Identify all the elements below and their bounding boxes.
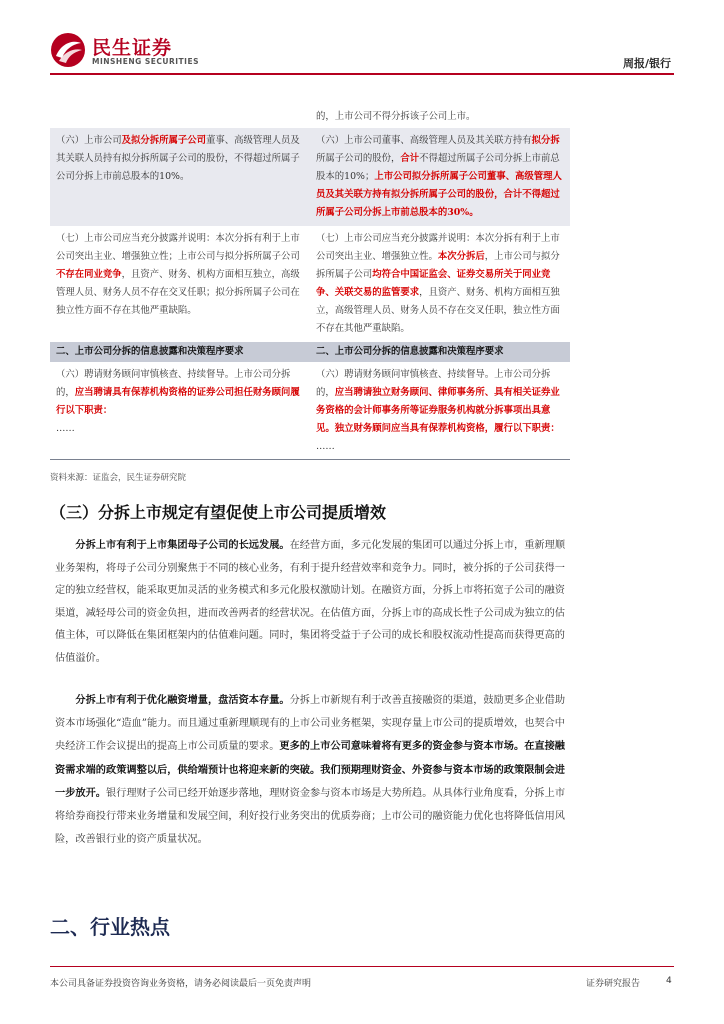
table-cell-left: [50, 105, 310, 128]
table-cell-left: [50, 128, 310, 226]
section-title: 二、行业热点: [50, 915, 170, 939]
text-segment: （七）上市公司应当充分披露并说明：本次分拆有利于上市公司突出主业、增强独立性。: [316, 233, 560, 262]
table-row: [50, 128, 570, 226]
footer-divider: [50, 966, 674, 967]
page-header: [0, 0, 724, 80]
highlighted-text: 均符合中国证监会、证券交易所关于同业竞争、关联交易的监管要求: [316, 269, 551, 298]
highlighted-text: 及拟分拆所属子公司: [121, 135, 207, 146]
subsection-title: （三）分拆上市规定有望促使上市公司提质增效: [50, 503, 387, 522]
table-cell-right: [310, 128, 570, 226]
table-bottom-rule: [50, 459, 570, 460]
text-segment: （六）聘请财务顾问审慎核查、持续督导。上市公司分拆的，: [316, 369, 551, 398]
table-section-row: [50, 342, 570, 362]
text-segment: 所属子公司的股份，: [316, 153, 401, 164]
highlighted-text: 上市公司拟分拆所属子公司董事、高级管理人员及其关联方持有拟分拆所属子公司的股份，合计不得超过所属子公司分拆上市前总股本的30%。: [316, 171, 562, 218]
header-divider: [50, 73, 674, 75]
text-segment: ，上市公司与拟分拆所属子公司: [316, 251, 560, 280]
logo-en-text: MINSHENG SECURITIES: [92, 57, 199, 66]
text-segment: 银行理财子公司已经开始逐步落地，理财资金参与资本市场是大势所趋。从具体行业角度看，分拆上市将给券商投行带来业务增量和发展空间，利好投行业务突出的优质券商；上市公司的融资能力优化也将降低信用风险，改善银行业的资产质量状况。: [55, 788, 566, 845]
text-segment: 董事、高级管理人员及其关联人员持有拟分拆所属子公司的股份，不得超过所属子公司分拆上市前总股本的10%。: [56, 135, 300, 182]
footer-report-label: 证券研究报告: [586, 979, 641, 989]
highlighted-text: 不存在同业竞争: [56, 269, 122, 280]
text-segment: 在经营方面，多元化发展的集团可以通过分拆上市，重新理顺业务架构，将母子公司分别聚焦于不同的核心业务，有利于提升经营效率和竞争力。同时，被分拆的子公司获得一定的独立经营权，能采取更加灵活的业务模式和多元化股权激励计划。在融资方面，分拆上市将拓宽子公司的融资渠道，减轻母公司的资金负担，进而改善两者的经营状况。在估值方面，分拆上市的高成长性子公司成为独立的估值主体，可以降低在集团框架内的估值难问题。同时，集团将受益于子公司的成长和股权流动性提高而获得更高的估值溢价。: [55, 540, 566, 664]
page-number: 4: [666, 976, 672, 986]
body-paragraph: [55, 534, 565, 671]
text-segment: ，且资产、财务、机构方面相互独立，高级管理人员、财务人员不存在交叉任职，独立性方面不存在其他严重缺陷。: [316, 287, 560, 334]
cell-ellipsis: ……: [316, 441, 335, 452]
table-row: [50, 105, 570, 128]
text-segment: ，且资产、财务、机构方面相互独立，高级管理人员、财务人员不存在交叉任职；拟分拆所属子公司在独立性方面不存在其他严重缺陷。: [56, 269, 300, 316]
table-cell-right: [310, 226, 570, 342]
source-note: 资料来源：证监会，民生证券研究院: [50, 473, 187, 483]
highlighted-text: 本次分拆后: [437, 251, 485, 262]
cell-ellipsis: ……: [56, 423, 75, 434]
text-segment: 分拆上市新规有利于改善直接融资的渠道，鼓励更多企业借助资本市场强化“造血”能力。而且通过重新理顺现有的上市公司业务框架，实现存量上市公司的提质增效，也契合中央经济工作会议提出的提高上市公司质量的要求。: [55, 695, 566, 753]
table-cell-left: [50, 226, 310, 342]
text-segment: （七）上市公司应当充分披露并说明：本次分拆有利于上市公司突出主业、增强独立性；上市公司与拟分拆所属子公司: [56, 233, 300, 262]
bold-text: 更多的上市公司意味着将有更多的资金参与资本市场。在直接融资需求端的政策调整以后，供给端预计也将迎来新的突破。我们预期理财资金、外资参与资本市场的政策限制会进一步放开。: [55, 740, 565, 800]
minsheng-logo-icon: [50, 32, 86, 68]
highlighted-text: 合计: [400, 153, 420, 164]
comparison-table: [50, 105, 570, 460]
highlighted-text: 应当聘请独立财务顾问、律师事务所、具有相关证券业务资格的会计师事务所等证券服务机构就分拆事项出具意见。独立财务顾问应当具有保荐机构资格，履行以下职责：: [316, 387, 560, 434]
bold-text: 分拆上市有利于优化融资增量，盘活资本存量。: [75, 694, 290, 706]
table-cell-left: [50, 362, 310, 460]
bold-text: 分拆上市有利于上市集团母子公司的长远发展。: [75, 539, 290, 551]
report-type: 周报/银行: [622, 57, 671, 70]
table-section-right: 二、上市公司分拆的信息披露和决策程序要求: [310, 342, 570, 362]
table-cell-right: 的，上市公司不得分拆该子公司上市。: [310, 105, 570, 128]
table-row: [50, 362, 570, 460]
text-segment: （六）聘请财务顾问审慎核查、持续督导。上市公司分拆的，: [56, 369, 291, 398]
table-cell-right: [310, 362, 570, 460]
text-segment: （六）上市公司董事、高级管理人员及其关联方持有: [316, 135, 532, 146]
table-row: [50, 226, 570, 342]
text-segment: 不得超过所属子公司分拆上市前总股本的10%；: [316, 153, 560, 182]
cell-text: [56, 366, 304, 420]
cell-text: [316, 366, 564, 438]
table-section-left: 二、上市公司分拆的信息披露和决策程序要求: [50, 342, 310, 362]
logo-cn-text: 民生证券: [92, 37, 173, 59]
body-paragraph: [55, 689, 565, 851]
text-segment: （六）上市公司: [56, 135, 122, 146]
highlighted-text: 拟分拆: [531, 135, 560, 146]
footer-disclaimer: 本公司具备证券投资咨询业务资格，请务必阅读最后一页免责声明: [50, 979, 312, 989]
highlighted-text: 应当聘请具有保荐机构资格的证券公司担任财务顾问履行以下职责：: [56, 387, 300, 416]
